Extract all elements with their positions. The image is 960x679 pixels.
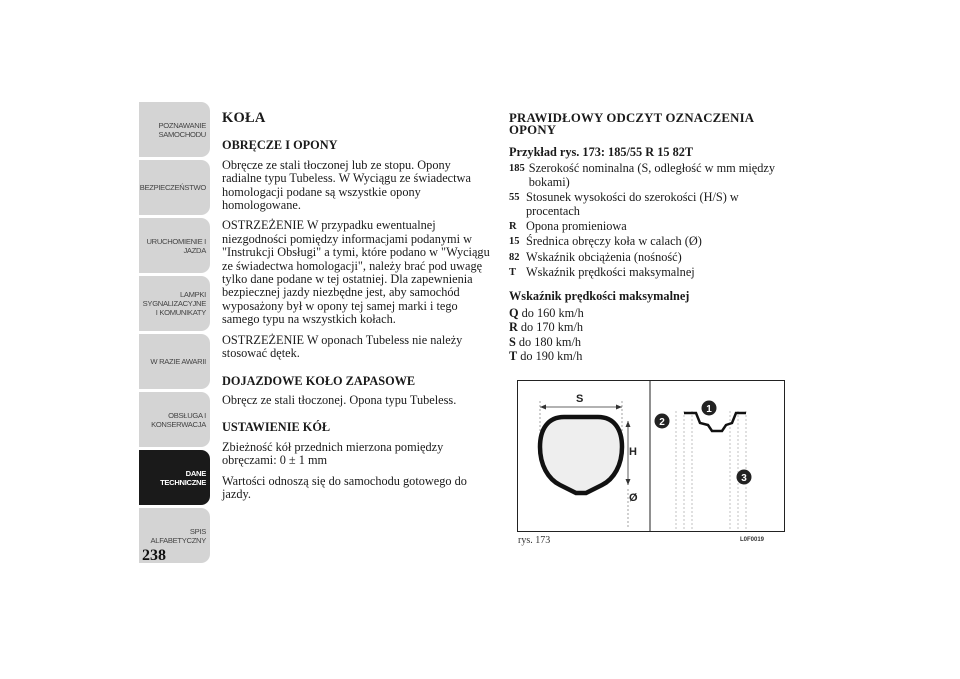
speed-value: do 190 km/h: [520, 349, 583, 364]
def-key: 55: [509, 192, 520, 204]
definition-row: [509, 266, 787, 279]
tab-uruchomienie-i-jazda[interactable]: [139, 218, 210, 273]
tab-label: OBSŁUGA I KONSERWACJA: [151, 410, 206, 429]
speed-value: do 180 km/h: [518, 334, 582, 349]
tab-label: POZNAWANIE SAMOCHODU: [158, 120, 206, 139]
heading-wheel-alignment: USTAWIENIE KÓŁ: [222, 420, 331, 435]
left-column: [222, 112, 492, 508]
label-diameter: Ø: [629, 492, 638, 504]
def-value: Opona promieniowa: [526, 219, 627, 234]
speed-row: [509, 336, 787, 349]
definition-row: [509, 162, 787, 189]
def-key: 185: [509, 163, 525, 175]
def-key: R: [509, 221, 517, 233]
tab-bezpieczenstwo[interactable]: [139, 160, 210, 215]
speed-row: [509, 350, 787, 363]
heading-tyre-marking: PRAWIDŁOWY ODCZYT OZNACZENIA OPONY: [509, 111, 754, 137]
def-value: Szerokość nominalna (S, odległość w mm między bokami): [528, 161, 775, 189]
definition-row: [509, 235, 787, 248]
speed-value: do 170 km/h: [520, 320, 584, 335]
tab-dane-techniczne[interactable]: [139, 450, 210, 505]
tyre-diagram: [518, 381, 784, 531]
heading-spare-wheel: DOJAZDOWE KOŁO ZAPASOWE: [222, 373, 416, 388]
def-value: Średnica obręczy koła w calach (Ø): [526, 234, 702, 249]
paragraph: Zbieżność kół przednich mierzona pomiędzy obręczami: 0 ± 1 mm: [222, 439, 444, 468]
callout-2: 2: [659, 417, 665, 428]
tab-poznawanie-samochodu[interactable]: [139, 102, 210, 157]
label-s: S: [576, 393, 584, 405]
def-key: T: [509, 267, 517, 279]
definition-row: [509, 220, 787, 233]
paragraph: Wartości odnoszą się do samochodu gotowego do jazdy.: [222, 473, 467, 501]
chapter-sidebar: [139, 102, 210, 566]
def-value: Wskaźnik obciążenia (nośność): [526, 249, 682, 264]
tab-obsluga-i-konserwacja[interactable]: [139, 392, 210, 447]
def-value: Wskaźnik prędkości maksymalnej: [526, 265, 695, 280]
speed-value: do 160 km/h: [521, 306, 584, 321]
tab-label: W RAZIE AWARII: [150, 357, 206, 366]
speed-row: [509, 321, 787, 334]
tab-label: URUCHOMIENIE I JAZDA: [146, 236, 206, 255]
callout-1: 1: [706, 404, 712, 415]
speed-key: R: [509, 320, 518, 335]
speed-key: S: [509, 334, 516, 349]
section-title: KOŁA: [222, 110, 266, 126]
tab-w-razie-awarii[interactable]: [139, 334, 210, 389]
figure-code: L0F0019: [740, 537, 765, 543]
def-key: 82: [509, 251, 520, 263]
example-line: Przykład rys. 173: 185/55 R 15 82T: [509, 145, 694, 159]
speed-index-heading: Wskaźnik prędkości maksymalnej: [509, 288, 690, 303]
callout-3: 3: [741, 473, 747, 484]
speed-key: T: [509, 349, 518, 364]
warning-paragraph: OSTRZEŻENIE W przypadku ewentualnej niezgodności pomiędzy informacjami podanymi w "Instrukcji Obsługi" a tymi, które podano w "Wyciągu ze świadectwa homologacji", należy brać pod uwagę tylko dane podane w tej ostatniej. Dla zapewnienia bezpiecznej jazdy niezbędne jest, aby samochód wyposażony był w opony tej samej marki i tego samego typu na wszystkich kołach.: [222, 218, 490, 327]
speed-row: [509, 307, 787, 320]
definition-row: [509, 251, 787, 264]
definition-row: [509, 191, 787, 218]
warning-paragraph: OSTRZEŻENIE W oponach Tubeless nie należy stosować dętek.: [222, 332, 463, 361]
page-number: 238: [142, 547, 166, 564]
tab-label: DANE TECHNICZNE: [160, 468, 206, 487]
def-key: 15: [509, 236, 520, 248]
figure-caption: rys. 173: [518, 535, 551, 546]
tab-lampki-sygnalizacyjne[interactable]: [139, 276, 210, 331]
label-h: H: [629, 446, 637, 458]
def-value: Stosunek wysokości do szerokości (H/S) w procentach: [526, 190, 739, 218]
paragraph: Obręcz ze stali tłoczonej. Opona typu Tubeless.: [222, 392, 457, 407]
tyre-figure: [517, 380, 785, 532]
right-column: [509, 112, 787, 365]
tab-label: SPIS ALFABETYCZNY: [150, 526, 206, 545]
tab-label: LAMPKI SYGNALIZACYJNE I KOMUNIKATY: [142, 290, 206, 317]
tab-label: BEZPIECZEŃSTWO: [139, 183, 206, 192]
speed-key: Q: [509, 306, 519, 321]
paragraph: Obręcze ze stali tłoczonej lub ze stopu. Opony radialne typu Tubeless. W Wyciągu ze świadectwa homologacji podane są wszystkie opony homologowane.: [222, 157, 471, 213]
heading-rims-and-tyres: OBRĘCZE I OPONY: [222, 138, 338, 153]
